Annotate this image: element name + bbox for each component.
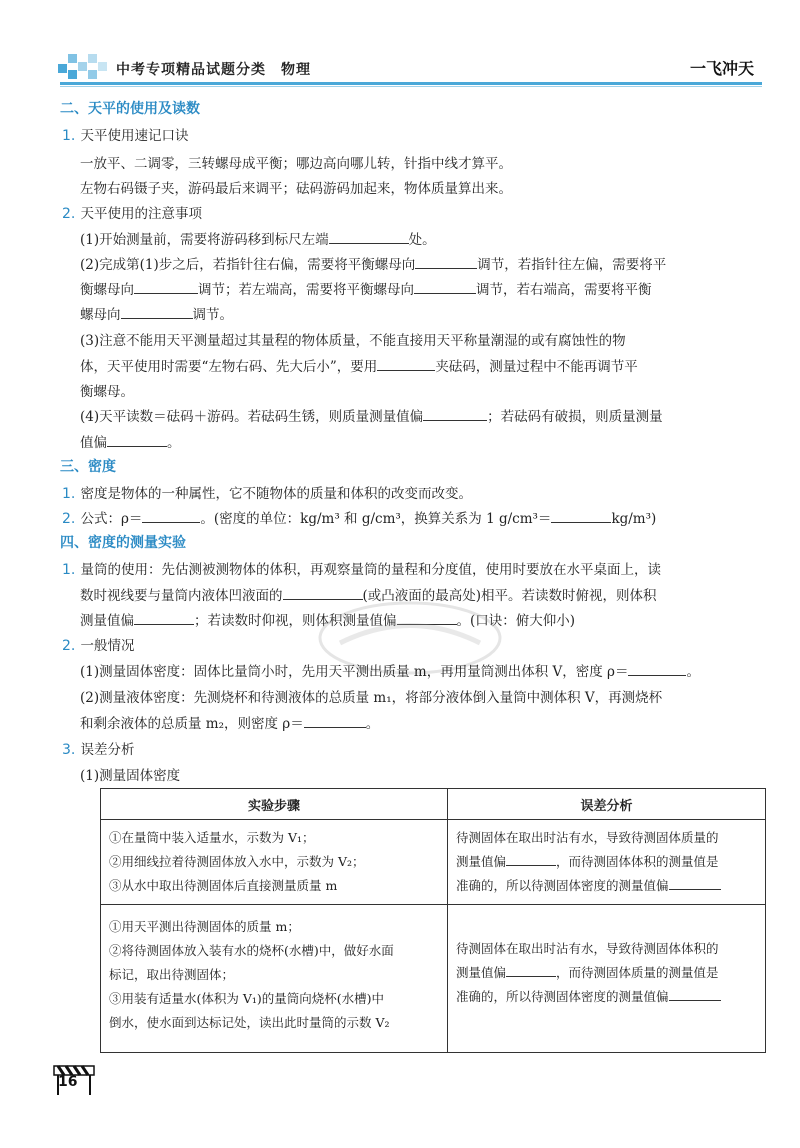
page-number: 16 <box>58 1074 78 1090</box>
answer-blank[interactable] <box>414 281 476 294</box>
text: (2)完成第(1)步之后，若指针往右偏，需要将平衡螺母向 <box>80 257 416 273</box>
text: 。(口诀：俯大仰小) <box>456 613 576 629</box>
text: 处。 <box>408 232 436 248</box>
answer-blank[interactable] <box>377 358 435 371</box>
answer-blank[interactable] <box>415 256 477 269</box>
text: (或凸液面的最高处)相平。若读数时俯视，则体积 <box>362 588 657 604</box>
analysis-line <box>456 874 757 898</box>
analysis-line <box>456 985 757 1009</box>
step-line: ①在量筒中装入适量水，示数为 V₁； <box>109 830 315 845</box>
note-2-line-2 <box>80 278 652 298</box>
step-line: ②将待测固体放入装有水的烧杯(水槽)中，做好水面 <box>109 943 394 958</box>
text: 调节，若指针往左偏，需要将平 <box>477 257 667 273</box>
note-2-line-1 <box>80 253 666 273</box>
step-line: 倒水，使水面到达标记处，读出此时量筒的示数 V₂ <box>109 1015 390 1030</box>
text: 。 <box>686 664 700 680</box>
section-title-density: 三、密度 <box>60 459 116 475</box>
text: (1)开始测量前，需要将游码移到标尺左端 <box>80 232 329 248</box>
column-header-steps: 实验步骤 <box>101 789 448 820</box>
note-4-line-1 <box>80 405 663 425</box>
answer-blank[interactable] <box>551 510 611 523</box>
text: 量筒的使用：先估测被测物体的体积，再观察量筒的量程和分度值，使用时要放在水平桌面上，读 <box>80 562 661 578</box>
item-number: 3. <box>62 742 76 758</box>
item-heading: 天平使用速记口诀 <box>80 128 189 144</box>
analysis-line: 待测固体在取出时沾有水，导致待测固体质量的 <box>456 830 719 845</box>
text: 值偏 <box>80 435 107 451</box>
item-number: 2. <box>62 511 76 527</box>
text: 。 <box>167 435 181 451</box>
text: 夹砝码，测量过程中不能再调节平 <box>435 359 638 375</box>
text: 。 <box>365 716 380 732</box>
note-2-line-3 <box>80 303 233 323</box>
text: 衡螺母向 <box>80 282 134 298</box>
answer-blank[interactable] <box>669 988 721 1001</box>
text: (4)天平读数＝砝码＋游码。若砝码生锈，则质量测量值偏 <box>80 409 424 425</box>
text: (1)测量固体密度：固体比量筒小时，先用天平测出质量 m，再用量筒测出体积 V，密度 ρ＝ <box>80 664 629 680</box>
analysis-line <box>456 850 757 874</box>
item-2-2-heading <box>62 202 202 222</box>
step-line: ①用天平测出待测固体的质量 m； <box>109 919 300 934</box>
note-3-line-1: (3)注意不能用天平测量超过其量程的物体质量，不能直接用天平称量潮湿的或有腐蚀性的物 <box>80 333 626 349</box>
answer-blank[interactable] <box>423 408 487 421</box>
section-title-balance: 二、天平的使用及读数 <box>60 101 200 117</box>
analysis-line: 待测固体在取出时沾有水，导致待测固体体积的 <box>456 941 719 956</box>
header-divider <box>60 82 762 85</box>
text: ，而待测固体质量的测量值是 <box>556 965 719 980</box>
table-row <box>101 905 766 1053</box>
text: 和剩余液体的总质量 m₂，则密度 ρ＝ <box>80 716 304 732</box>
table-header-row <box>101 789 766 820</box>
answer-blank[interactable] <box>142 510 200 523</box>
mnemonic-line-2: 左物右码镊子夹，游码最后来调平；砝码游码加起来，物体质量算出来。 <box>80 181 512 197</box>
answer-blank[interactable] <box>121 306 193 319</box>
text: 测量值偏 <box>456 854 507 869</box>
item-heading: 误差分析 <box>80 742 135 758</box>
header-title: 中考专项精品试题分类 物理 <box>116 62 311 78</box>
text: ，而待测固体体积的测量值是 <box>556 854 719 869</box>
text: 调节。 <box>192 307 233 323</box>
step-line: ③从水中取出待测固体后直接测量质量 m <box>109 878 338 893</box>
text: 调节；若左端高，需要将平衡螺母向 <box>198 282 414 298</box>
analysis-cell <box>448 820 766 905</box>
density-item-1 <box>62 482 472 502</box>
item-number: 1. <box>62 562 76 578</box>
header-brand-logo: 一飞冲天 <box>690 59 755 78</box>
text: 准确的，所以待测固体密度的测量值偏 <box>456 989 669 1004</box>
item-4-3-heading <box>62 738 134 758</box>
answer-blank[interactable] <box>329 231 409 244</box>
step-line: 标记，取出待测固体； <box>109 967 235 982</box>
text: ；若砝码有破损，则质量测量 <box>487 409 663 425</box>
note-3-line-2 <box>80 355 638 375</box>
text: ；若读数时仰视，则体积测量值偏 <box>194 613 397 629</box>
steps-cell <box>101 820 448 905</box>
text: 螺母向 <box>80 307 121 323</box>
error-analysis-table <box>100 788 766 1053</box>
item-number: 1. <box>62 486 76 502</box>
steps-cell <box>101 905 448 1053</box>
step-line: ③用装有适量水(体积为 V₁)的量筒向烧杯(水槽)中 <box>109 991 385 1006</box>
note-4-line-2 <box>80 431 181 451</box>
note-3-line-3: 衡螺母。 <box>80 384 134 400</box>
item-heading: 天平使用的注意事项 <box>80 206 202 222</box>
cylinder-use-line-1 <box>62 558 661 578</box>
item-2-1-heading <box>62 124 188 144</box>
text: 调节，若右端高，需要将平衡 <box>476 282 652 298</box>
answer-blank[interactable] <box>628 663 686 676</box>
analysis-cell <box>448 905 766 1053</box>
subheading-solid-density: (1)测量固体密度 <box>80 768 181 784</box>
table-row <box>101 820 766 905</box>
text: 体，天平使用时需要“左物右码、先大后小”，要用 <box>80 359 378 375</box>
text: 测量值偏 <box>456 965 507 980</box>
answer-blank[interactable] <box>134 281 198 294</box>
text: 数时视线要与量筒内液体凹液面的 <box>80 588 283 604</box>
density-item-2 <box>62 507 656 527</box>
answer-blank[interactable] <box>506 853 556 866</box>
item-number: 2. <box>62 206 76 222</box>
text: 公式：ρ＝ <box>80 511 143 527</box>
solid-density-method <box>80 660 700 680</box>
text: kg/m³) <box>611 511 657 527</box>
answer-blank[interactable] <box>134 612 194 625</box>
text: 测量值偏 <box>80 613 134 629</box>
answer-blank[interactable] <box>304 715 366 728</box>
item-number: 1. <box>62 128 76 144</box>
header-divider-thin <box>60 86 762 87</box>
text: 密度是物体的一种属性，它不随物体的质量和体积的改变而改变。 <box>80 486 472 502</box>
step-line: ②用细线拉着待测固体放入水中，示数为 V₂； <box>109 854 365 869</box>
liquid-density-method-line-1: (2)测量液体密度：先测烧杯和待测液体的总质量 m₁，将部分液体倒入量筒中测体积 V，再测烧杯 <box>80 690 663 706</box>
item-heading: 一般情况 <box>80 638 135 654</box>
answer-blank[interactable] <box>506 964 556 977</box>
header-decoration <box>58 52 108 82</box>
answer-blank[interactable] <box>107 434 167 447</box>
section-title-measurement: 四、密度的测量实验 <box>60 535 186 551</box>
answer-blank[interactable] <box>669 877 721 890</box>
mnemonic-line-1: 一放平、二调零，三转螺母成平衡；哪边高向哪儿转，针指中线才算平。 <box>80 156 512 172</box>
note-1 <box>80 228 436 248</box>
item-number: 2. <box>62 638 76 654</box>
analysis-line <box>456 961 757 985</box>
column-header-analysis: 误差分析 <box>448 789 766 820</box>
item-4-2-heading <box>62 634 134 654</box>
text: 。(密度的单位：kg/m³ 和 g/cm³，换算关系为 1 g/cm³＝ <box>200 511 552 527</box>
text: 准确的，所以待测固体密度的测量值偏 <box>456 878 669 893</box>
liquid-density-method-line-2 <box>80 712 379 732</box>
